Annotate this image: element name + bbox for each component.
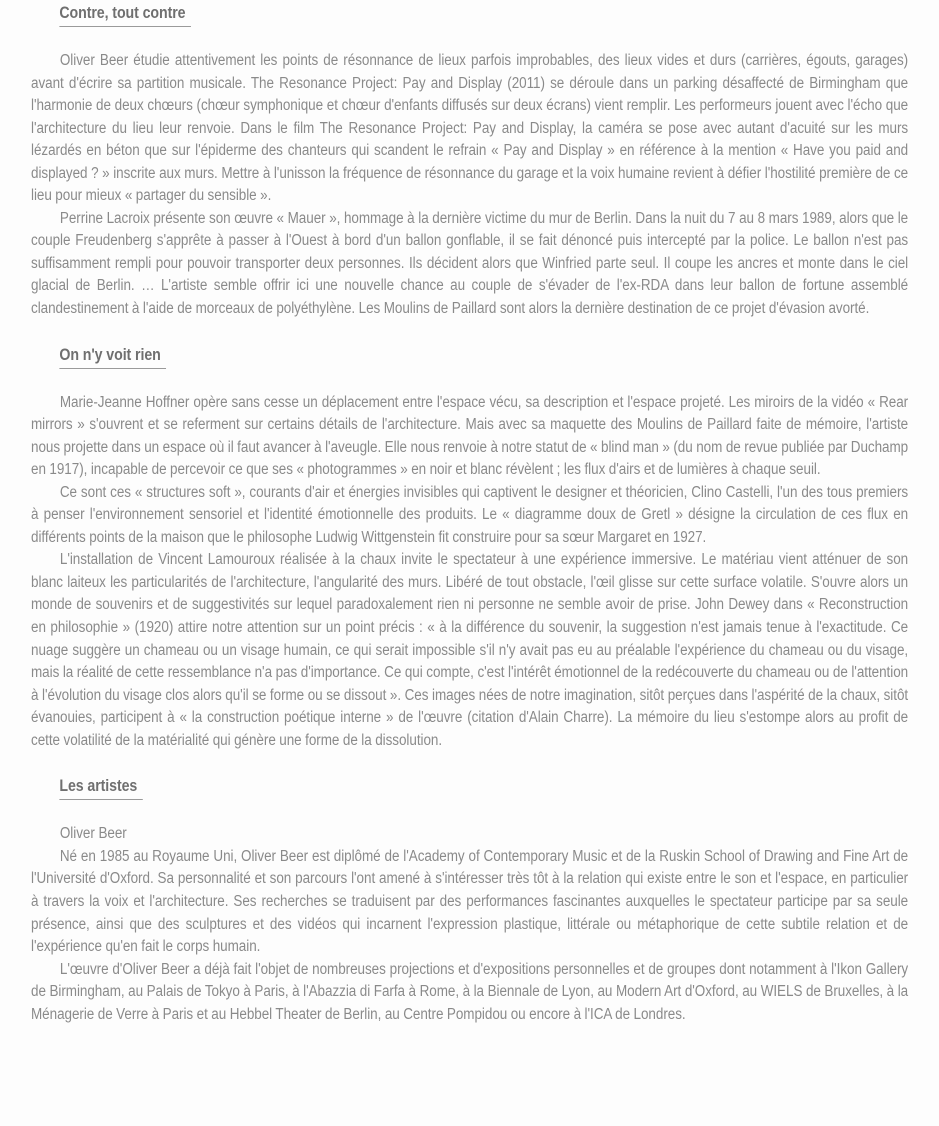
paragraph-4: L'installation de Vincent Lamouroux réalisée à la chaux invite le spectateur à une expérience immersive. Le matériau vient atténuer de son blanc laiteux les particularités de l'architecture, l'angularité des murs. Libéré de tout obstacle, l'œil glisse sur cette surface volatile. S'ouvre alors un monde de souvenirs et de suggestivités sur lequel paradoxalement rien ni personne ne semble avoir de prise. John Dewey dans « Reconstruction en philosophie » (1920) attire notre attention sur un point précis : « à la différence du souvenir, la suggestion n'est jamais tenue à l'exactitude. Ce nuage suggère un chameau ou un visage humain, ce qui serait impossible s'il n'y avait pas eu au préalable l'expérience du chameau ou du visage, mais la réalité de cette ressemblance n'a pas d'importance. Ce qui compte, c'est l'intérêt émotionnel de la redécouverte du chameau ou de l'attention à l'évolution du visage clos alors qu'il se forme ou se dissout ». Ces images nées de notre imagination, sitôt perçues dans l'aspérité de la chaux, sitôt évanouies, participent à « la construction poétique interne » de l'œuvre (citation d'Alain Charre). La mémoire du lieu s'estompe alors au profit de cette volatilité de la matérialité qui génère une forme de la dissolution. (31, 551, 909, 749)
paragraph-3: Ce sont ces « structures soft », courants d'air et énergies invisibles qui captivent le designer et théoricien, Clino Castelli, l'un des tous premiers à penser l'environnement sensoriel et l'identité émotionnelle des produits. Le « diagramme doux de Gretl » désigne la circulation de ces flux en différents points de la maison que le philosophe Ludwig Wittgenstein fit construire pour sa sœur Margaret en 1927. (31, 483, 909, 546)
document-body (31, 0, 908, 1026)
paragraph-0: Oliver Beer étudie attentivement les points de résonnance de lieux parfois improbables, des lieux vides et durs (carrières, égouts, garages) avant d'écrire sa partition musicale. The Resonance Project: Pay and Display (2011) se déroule dans un parking désaffecté de Birmingham que l'harmonie de deux chœurs (chœur symphonique et chœur d'enfants diffusés sur deux écrans) vient remplir. Les performeurs jouent avec l'écho que l'architecture du lieu leur renvoie. Dans le film The Resonance Project: Pay and Display, la caméra se pose avec autant d'acuité sur les murs lézardés en béton que sur l'épiderme des chanteurs qui scandent le refrain « Pay and Display » en référence à la mention « Have you paid and displayed ? » inscrite aux murs. Mettre à l'unisson la fréquence de résonnance du garage et la voix humaine revient à défier l'hostilité première de ce lieu pour mieux « partager du sensible ». (31, 52, 909, 205)
section-heading-2 (31, 775, 908, 800)
paragraph-1: Perrine Lacroix présente son œuvre « Mauer », hommage à la dernière victime du mur de Berlin. Dans la nuit du 7 au 8 mars 1989, alors que le couple Freudenberg s'apprête à passer à l'Ouest à bord d'un ballon gonflable, il se fait dénoncé puis intercepté par la police. Le ballon n'est pas suffisamment rempli pour pouvoir transporter deux personnes. Ils décident alors que Winfried parte seul. Il coupe les ancres et monte dans le ciel glacial de Berlin. … L'artiste semble offrir ici une nouvelle chance au couple de s'évader de l'ex-RDA dans leur ballon de fortune assemblé clandestinement à l'aide de morceaux de polyéthylène. Les Moulins de Paillard sont alors la dernière destination de ce projet d'évasion avorté. (31, 209, 909, 318)
section-heading-text: Les artistes (59, 775, 142, 800)
section-spacer (31, 752, 908, 775)
section-heading-1 (31, 344, 908, 369)
paragraph-6: L'œuvre d'Oliver Beer a déjà fait l'objet de nombreuses projections et d'expositions personnelles et de groupes dont notamment à l'Ikon Gallery de Birmingham, au Palais de Tokyo à Paris, à l'Abazzia di Farfa à Rome, à la Biennale de Lyon, au Modern Art d'Oxford, au WIELS de Bruxelles, à la Ménagerie de Verre à Paris et au Hebbel Theater de Berlin, au Centre Pompidou ou encore à l'ICA de Londres. (31, 960, 909, 1023)
paragraph-5: Né en 1985 au Royaume Uni, Oliver Beer est diplômé de l'Academy of Contemporary Music et de la Ruskin School of Drawing and Fine Art de l'Université d'Oxford. Sa personnalité et son parcours l'ont amené à s'intéresser très tôt à la relation qui existe entre le son et l'espace, en particulier à travers la voix et l'architecture. Ses recherches se traduisent par des performances fascinantes auxquelles le spectateur participe par sa seule présence, ainsi que des sculptures et des vidéos qui incarnent l'expression plastique, littérale ou métaphorique de cette subtile relation et de l'expérience qu'en fait le corps humain. (31, 847, 909, 956)
heading-spacer (31, 369, 908, 392)
section-heading-text: On n'y voit rien (59, 344, 166, 369)
section-spacer (31, 321, 908, 344)
paragraph-2: Marie-Jeanne Hoffner opère sans cesse un déplacement entre l'espace vécu, sa description et l'espace projeté. Les miroirs de la vidéo « Rear mirrors » s'ouvrent et se referment sur certains détails de l'architecture. Mais avec sa maquette des Moulins de Paillard faite de mémoire, l'artiste nous projette dans un espace où il faut avancer à l'aveugle. Elle nous renvoie à notre statut de « blind man » (du nom de revue publiée par Duchamp en 1917), incapable de percevoir ce que ses « photogrammes » en noir et blanc révèlent ; les flux d'airs et de lumières à chaque seuil. (31, 393, 909, 479)
section-heading-0 (31, 2, 908, 27)
heading-spacer (31, 800, 908, 823)
heading-spacer (31, 27, 908, 50)
artist-name: Oliver Beer (59, 825, 127, 843)
section-heading-text: Contre, tout contre (59, 2, 190, 27)
